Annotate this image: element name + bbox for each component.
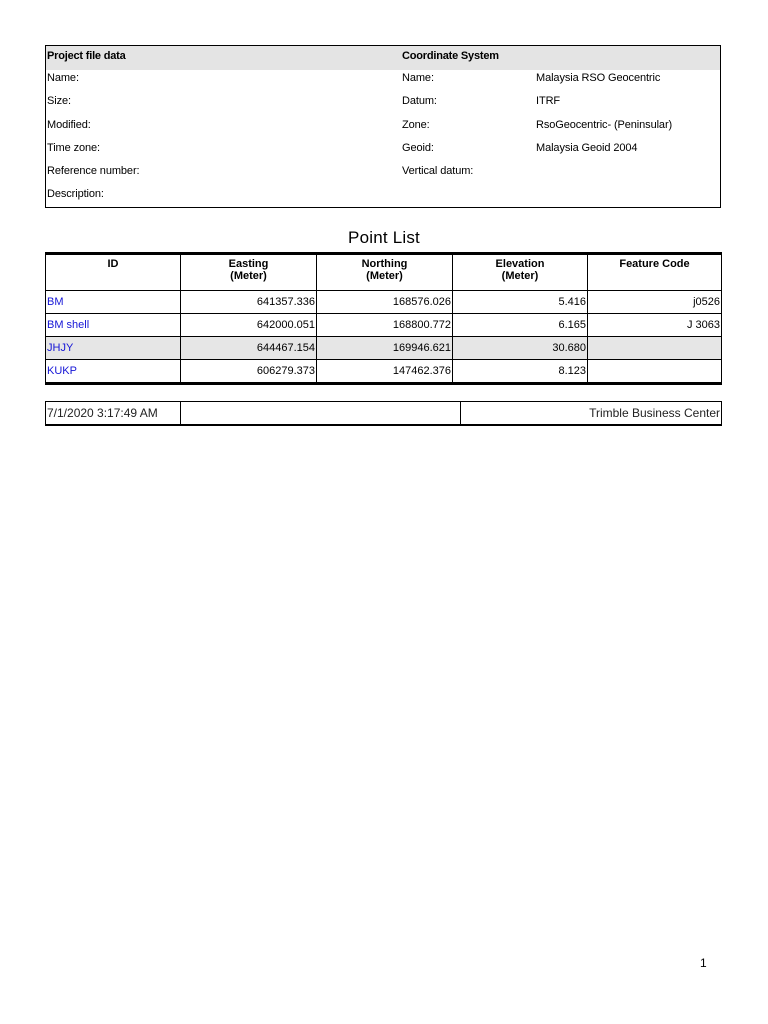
project-info-panel — [45, 45, 721, 208]
table-row — [46, 291, 722, 314]
page-number: 1 — [700, 956, 707, 970]
cs-label: Datum: — [402, 95, 437, 107]
elevation-cell: 8.123 — [453, 360, 588, 384]
project-row-time-zone — [46, 140, 720, 163]
footer-software: Trimble Business Center — [461, 402, 722, 426]
point-list-header-row — [46, 254, 722, 291]
easting-cell: 644467.154 — [181, 337, 317, 360]
feature-code-cell — [588, 360, 722, 384]
project-row-reference-number — [46, 163, 720, 186]
easting-cell: 642000.051 — [181, 314, 317, 337]
feature-code-cell: j0526 — [588, 291, 722, 314]
column-header-elevation — [453, 254, 588, 291]
column-header-feature-code — [588, 254, 722, 291]
table-row — [46, 337, 722, 360]
table-row — [46, 314, 722, 337]
project-row-name — [46, 70, 720, 93]
footer-middle-cell — [181, 402, 461, 426]
point-id-link[interactable]: BM shell — [46, 314, 181, 337]
project-label: Name: — [47, 72, 79, 84]
header-line: ID — [107, 258, 119, 270]
northing-cell: 169946.621 — [317, 337, 453, 360]
point-id-link[interactable]: JHJY — [46, 337, 181, 360]
project-row-modified — [46, 117, 720, 140]
cs-label: Zone: — [402, 119, 430, 131]
header-unit: (Meter) — [230, 270, 267, 282]
footer-row — [46, 402, 722, 426]
easting-cell: 606279.373 — [181, 360, 317, 384]
cs-label: Vertical datum: — [402, 165, 474, 177]
column-header-northing — [317, 254, 453, 291]
header-line: Elevation — [495, 258, 545, 270]
project-label: Time zone: — [47, 142, 101, 154]
northing-cell: 168576.026 — [317, 291, 453, 314]
point-list-table — [45, 252, 722, 385]
project-file-data-heading: Project file data — [47, 50, 126, 62]
header-unit: (Meter) — [501, 270, 539, 282]
project-label: Reference number: — [47, 165, 140, 177]
header-unit: (Meter) — [366, 270, 403, 282]
point-list-title: Point List — [348, 228, 420, 247]
column-header-easting — [181, 254, 317, 291]
cs-value: Malaysia Geoid 2004 — [536, 142, 638, 154]
easting-cell: 641357.336 — [181, 291, 317, 314]
project-row-size — [46, 93, 720, 116]
feature-code-cell: J 3063 — [588, 314, 722, 337]
table-row — [46, 360, 722, 384]
header-line: Feature Code — [619, 258, 690, 270]
elevation-cell: 5.416 — [453, 291, 588, 314]
project-label: Size: — [47, 95, 71, 107]
cs-label: Name: — [402, 72, 434, 84]
project-label: Description: — [47, 188, 104, 200]
cs-label: Geoid: — [402, 142, 434, 154]
coordinate-system-heading: Coordinate System — [402, 50, 499, 62]
point-id-link[interactable]: BM — [46, 291, 181, 314]
header-line: Easting — [228, 258, 269, 270]
project-label: Modified: — [47, 119, 91, 131]
feature-code-cell — [588, 337, 722, 360]
report-footer — [45, 401, 722, 426]
footer-timestamp: 7/1/2020 3:17:49 AM — [46, 402, 181, 426]
northing-cell: 168800.772 — [317, 314, 453, 337]
elevation-cell: 6.165 — [453, 314, 588, 337]
project-row-description — [46, 186, 720, 209]
elevation-cell: 30.680 — [453, 337, 588, 360]
cs-value: RsoGeocentric- (Peninsular) — [536, 119, 673, 131]
project-info-header — [46, 46, 720, 70]
cs-value: Malaysia RSO Geocentric — [536, 72, 661, 84]
cs-value: ITRF — [536, 95, 561, 107]
column-header-id — [46, 254, 181, 291]
header-line: Northing — [361, 258, 408, 270]
northing-cell: 147462.376 — [317, 360, 453, 384]
point-id-link[interactable]: KUKP — [46, 360, 181, 384]
